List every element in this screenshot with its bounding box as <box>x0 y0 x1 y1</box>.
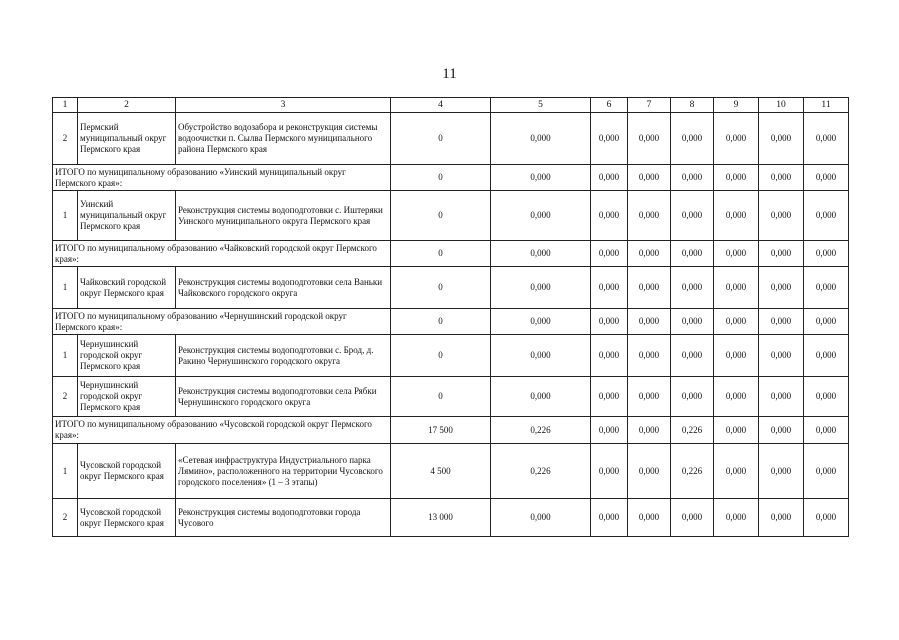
object-cell: Реконструкция системы водоподготовки города Чусового <box>176 499 391 537</box>
value-cell: 0,000 <box>714 499 759 537</box>
value-cell: 0,000 <box>804 335 849 377</box>
value-cell: 0 <box>391 335 491 377</box>
value-cell: 0,000 <box>759 499 804 537</box>
total-row <box>53 165 849 191</box>
value-cell: 0,000 <box>628 499 671 537</box>
value-cell: 0,000 <box>628 335 671 377</box>
object-cell: Обустройство водозабора и реконструкция системы водоочистки п. Сылва Пермского муниципального района Пермского края <box>176 113 391 165</box>
value-cell: 0,000 <box>714 309 759 335</box>
value-cell: 0,000 <box>491 335 591 377</box>
object-cell: Реконструкция системы водоподготовки с. Иштеряки Уинского муниципального округа Пермского края <box>176 191 391 241</box>
value-cell: 0,000 <box>804 267 849 309</box>
value-cell: 0,000 <box>491 309 591 335</box>
value-cell: 0,000 <box>591 113 628 165</box>
value-cell: 0,000 <box>714 335 759 377</box>
header-row <box>53 98 849 113</box>
municipality-cell: Чайковский городской округ Пермского края <box>78 267 176 309</box>
value-cell: 0,000 <box>491 165 591 191</box>
value-cell: 0,000 <box>591 165 628 191</box>
value-cell: 0,000 <box>491 241 591 267</box>
value-cell: 0,000 <box>671 335 714 377</box>
value-cell: 0,000 <box>628 444 671 499</box>
total-row <box>53 309 849 335</box>
value-cell: 0,000 <box>804 113 849 165</box>
value-cell: 0,000 <box>804 444 849 499</box>
value-cell: 0,000 <box>714 241 759 267</box>
value-cell: 0,000 <box>491 191 591 241</box>
value-cell: 0,000 <box>759 267 804 309</box>
object-cell: Реконструкция системы водоподготовки села Рябки Чернушинского городского округа <box>176 377 391 417</box>
header-cell: 5 <box>491 98 591 113</box>
value-cell: 0,000 <box>591 335 628 377</box>
value-cell: 0,000 <box>591 309 628 335</box>
value-cell: 0,000 <box>591 241 628 267</box>
value-cell: 0,000 <box>759 241 804 267</box>
value-cell: 0 <box>391 241 491 267</box>
value-cell: 0,000 <box>628 417 671 444</box>
value-cell: 0,000 <box>491 267 591 309</box>
object-cell: Реконструкция системы водоподготовки села Ваньки Чайковского городского округа <box>176 267 391 309</box>
value-cell: 0,000 <box>628 191 671 241</box>
table-row <box>53 499 849 537</box>
value-cell: 0,000 <box>491 499 591 537</box>
value-cell: 0,000 <box>591 444 628 499</box>
value-cell: 0,000 <box>804 417 849 444</box>
value-cell: 0,000 <box>628 113 671 165</box>
value-cell: 0,000 <box>714 165 759 191</box>
header-cell: 1 <box>53 98 78 113</box>
value-cell: 0,000 <box>804 165 849 191</box>
municipality-cell: Пермский муниципальный округ Пермского края <box>78 113 176 165</box>
value-cell: 0,000 <box>759 444 804 499</box>
value-cell: 0,226 <box>491 444 591 499</box>
value-cell: 0,000 <box>591 191 628 241</box>
row-number: 2 <box>53 113 78 165</box>
value-cell: 0,000 <box>671 165 714 191</box>
total-label: ИТОГО по муниципальному образованию «Чернушинский городской округ Пермского края»: <box>53 309 391 335</box>
total-label: ИТОГО по муниципальному образованию «Чусовской городской округ Пермского края»: <box>53 417 391 444</box>
value-cell: 0 <box>391 377 491 417</box>
value-cell: 0,000 <box>628 309 671 335</box>
value-cell: 0,000 <box>671 113 714 165</box>
value-cell: 0,000 <box>671 309 714 335</box>
header-cell: 4 <box>391 98 491 113</box>
row-number: 2 <box>53 377 78 417</box>
value-cell: 0,000 <box>759 417 804 444</box>
value-cell: 0,000 <box>491 113 591 165</box>
municipality-cell: Чусовской городской округ Пермского края <box>78 499 176 537</box>
header-cell: 8 <box>671 98 714 113</box>
value-cell: 0,000 <box>714 191 759 241</box>
value-cell: 0,000 <box>714 377 759 417</box>
object-cell: Реконструкция системы водоподготовки с. Брод, д. Ракино Чернушинского городского округа <box>176 335 391 377</box>
table-row <box>53 377 849 417</box>
value-cell: 0,000 <box>759 165 804 191</box>
value-cell: 0,000 <box>491 377 591 417</box>
row-number: 2 <box>53 499 78 537</box>
value-cell: 0,000 <box>804 377 849 417</box>
value-cell: 4 500 <box>391 444 491 499</box>
header-cell: 3 <box>176 98 391 113</box>
value-cell: 0 <box>391 309 491 335</box>
value-cell: 0,000 <box>804 191 849 241</box>
value-cell: 0,000 <box>759 377 804 417</box>
header-cell: 7 <box>628 98 671 113</box>
financing-table <box>52 97 849 537</box>
value-cell: 0,000 <box>804 309 849 335</box>
value-cell: 0,226 <box>671 417 714 444</box>
municipality-cell: Уинский муниципальный округ Пермского края <box>78 191 176 241</box>
total-label: ИТОГО по муниципальному образованию «Чайковский городской округ Пермского края»: <box>53 241 391 267</box>
value-cell: 0,226 <box>491 417 591 444</box>
value-cell: 0,000 <box>591 267 628 309</box>
header-cell: 9 <box>714 98 759 113</box>
value-cell: 0,000 <box>628 165 671 191</box>
value-cell: 0,000 <box>759 335 804 377</box>
value-cell: 0,000 <box>759 191 804 241</box>
total-row <box>53 241 849 267</box>
value-cell: 0 <box>391 191 491 241</box>
value-cell: 17 500 <box>391 417 491 444</box>
total-label: ИТОГО по муниципальному образованию «Уинский муниципальный округ Пермского края»: <box>53 165 391 191</box>
value-cell: 0,000 <box>714 417 759 444</box>
value-cell: 0,000 <box>804 499 849 537</box>
value-cell: 0,000 <box>714 444 759 499</box>
header-cell: 11 <box>804 98 849 113</box>
table-row <box>53 191 849 241</box>
value-cell: 0,000 <box>628 377 671 417</box>
object-cell: «Сетевая инфраструктура Индустриального парка Лямино», расположенного на территории Чусовского городского поселения» (1 – 3 этапы) <box>176 444 391 499</box>
value-cell: 0,000 <box>804 241 849 267</box>
header-cell: 6 <box>591 98 628 113</box>
value-cell: 0,000 <box>714 267 759 309</box>
municipality-cell: Чусовской городской округ Пермского края <box>78 444 176 499</box>
value-cell: 0,000 <box>671 499 714 537</box>
row-number: 1 <box>53 267 78 309</box>
value-cell: 0,000 <box>759 309 804 335</box>
value-cell: 0,000 <box>591 417 628 444</box>
municipality-cell: Чернушинский городской округ Пермского края <box>78 377 176 417</box>
table-row <box>53 267 849 309</box>
header-cell: 10 <box>759 98 804 113</box>
value-cell: 13 000 <box>391 499 491 537</box>
row-number: 1 <box>53 335 78 377</box>
value-cell: 0,000 <box>759 113 804 165</box>
table-row <box>53 335 849 377</box>
value-cell: 0 <box>391 267 491 309</box>
value-cell: 0 <box>391 165 491 191</box>
header-cell: 2 <box>78 98 176 113</box>
value-cell: 0,000 <box>671 191 714 241</box>
value-cell: 0,000 <box>628 267 671 309</box>
table-row <box>53 113 849 165</box>
value-cell: 0,000 <box>671 241 714 267</box>
value-cell: 0,000 <box>591 499 628 537</box>
row-number: 1 <box>53 444 78 499</box>
value-cell: 0,000 <box>671 377 714 417</box>
value-cell: 0,226 <box>671 444 714 499</box>
value-cell: 0 <box>391 113 491 165</box>
value-cell: 0,000 <box>591 377 628 417</box>
table-row <box>53 444 849 499</box>
total-row <box>53 417 849 444</box>
value-cell: 0,000 <box>671 267 714 309</box>
page-number: 11 <box>442 66 457 82</box>
value-cell: 0,000 <box>714 113 759 165</box>
value-cell: 0,000 <box>628 241 671 267</box>
municipality-cell: Чернушинский городской округ Пермского края <box>78 335 176 377</box>
row-number: 1 <box>53 191 78 241</box>
